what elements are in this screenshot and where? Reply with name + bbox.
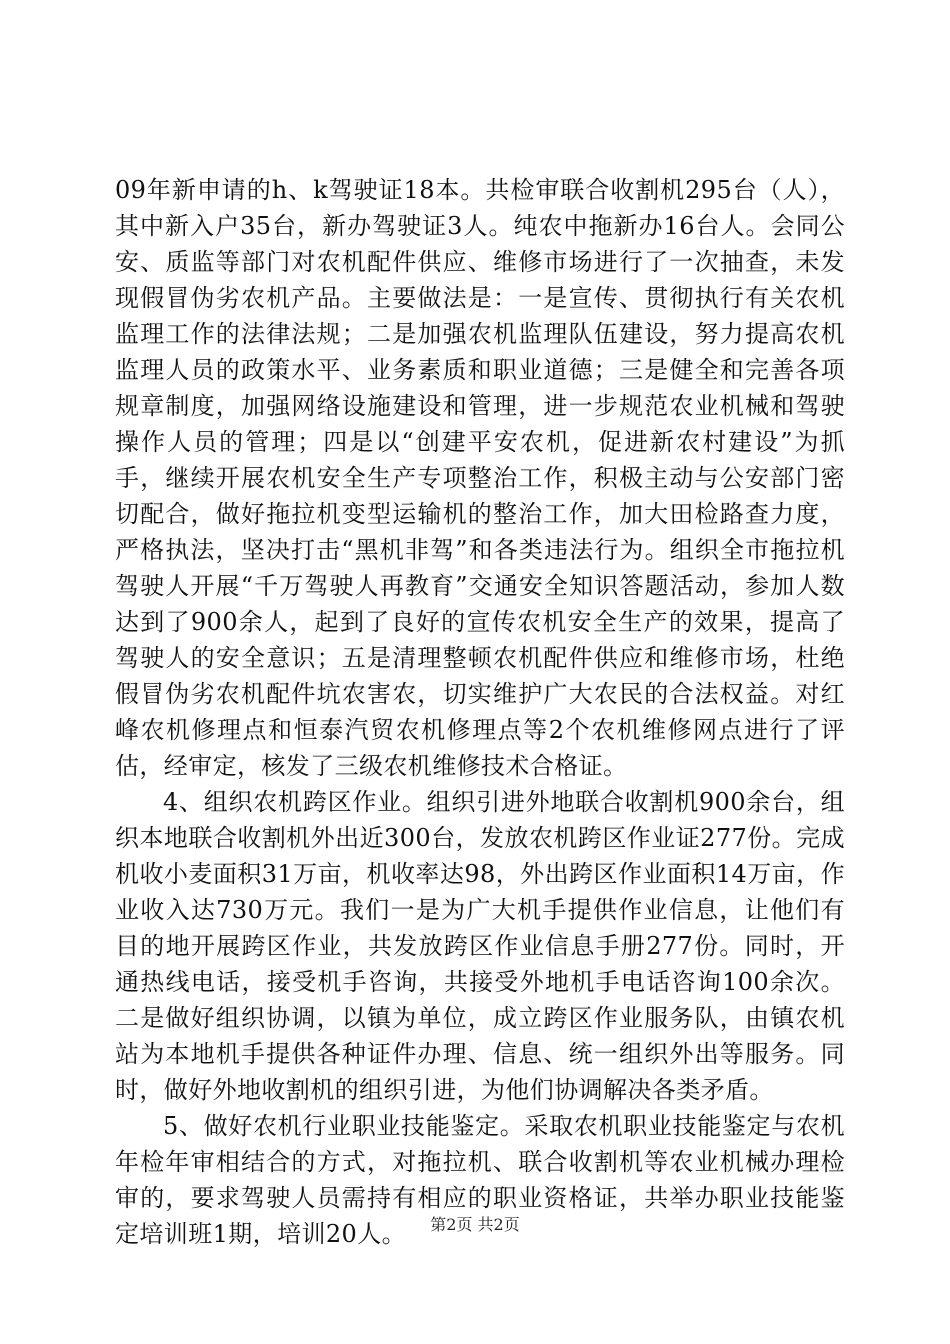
paragraph-section-4: 4、组织农机跨区作业。组织引进外地联合收割机900余台，组织本地联合收割机外出近300台，发放农机跨区作业证277份。完成机收小麦面积31万亩，机收率达98，外出跨区作业面积14万亩，作业收入达730万元。我们一是为广大机手提供作业信息，让他们有目的地开展跨区作业，共发放跨区作业信息手册277份。同时，开通热线电话，接受机手咨询，共接受外地机手电话咨询100余次。二是做好组织协调，以镇为单位，成立跨区作业服务队，由镇农机站为本地机手提供各种证件办理、信息、统一组织外出等服务。同时，做好外地收割机的组织引进，为他们协调解决各类矛盾。 xyxy=(115,788,845,1104)
paragraph-section-5: 5、做好农机行业职业技能鉴定。采取农机职业技能鉴定与农机年检年审相结合的方式，对拖拉机、联合收割机等农业机械办理检审的，要求驾驶人员需持有相应的职业资格证，共举办职业技能鉴定培训班1期，培训20人。 xyxy=(115,1112,845,1248)
paragraph-continuation: 09年新申请的h、k驾驶证18本。共检审联合收割机295台（人），其中新入户35台，新办驾驶证3人。纯农中拖新办16台人。会同公安、质监等部门对农机配件供应、维修市场进行了一次抽查，未发现假冒伪劣农机产品。主要做法是：一是宣传、贯彻执行有关农机监理工作的法律法规；二是加强农机监理队伍建设，努力提高农机监理人员的政策水平、业务素质和职业道德；三是健全和完善各项规章制度，加强网络设施建设和管理，进一步规范农业机械和驾驶操作人员的管理；四是以“创建平安农机，促进新农村建设”为抓手，继续开展农机安全生产专项整治工作，积极主动与公安部门密切配合，做好拖拉机变型运输机的整治工作，加大田检路查力度，严格执法，坚决打击“黑机非驾”和各类违法行为。组织全市拖拉机驾驶人开展“千万驾驶人再教育”交通安全知识答题活动，参加人数达到了900余人，起到了良好的宣传农机安全生产的效果，提高了驾驶人的安全意识；五是清理整顿农机配件供应和维修市场，杜绝假冒伪劣农机配件坑农害农，切实维护广大农民的合法权益。对红峰农机修理点和恒泰汽贸农机修理点等2个农机维修网点进行了评估，经审定，核发了三级农机维修技术合格证。 xyxy=(115,176,845,780)
document-body xyxy=(115,172,845,1252)
page-number-footer: 第2页 共2页 xyxy=(430,1215,520,1234)
